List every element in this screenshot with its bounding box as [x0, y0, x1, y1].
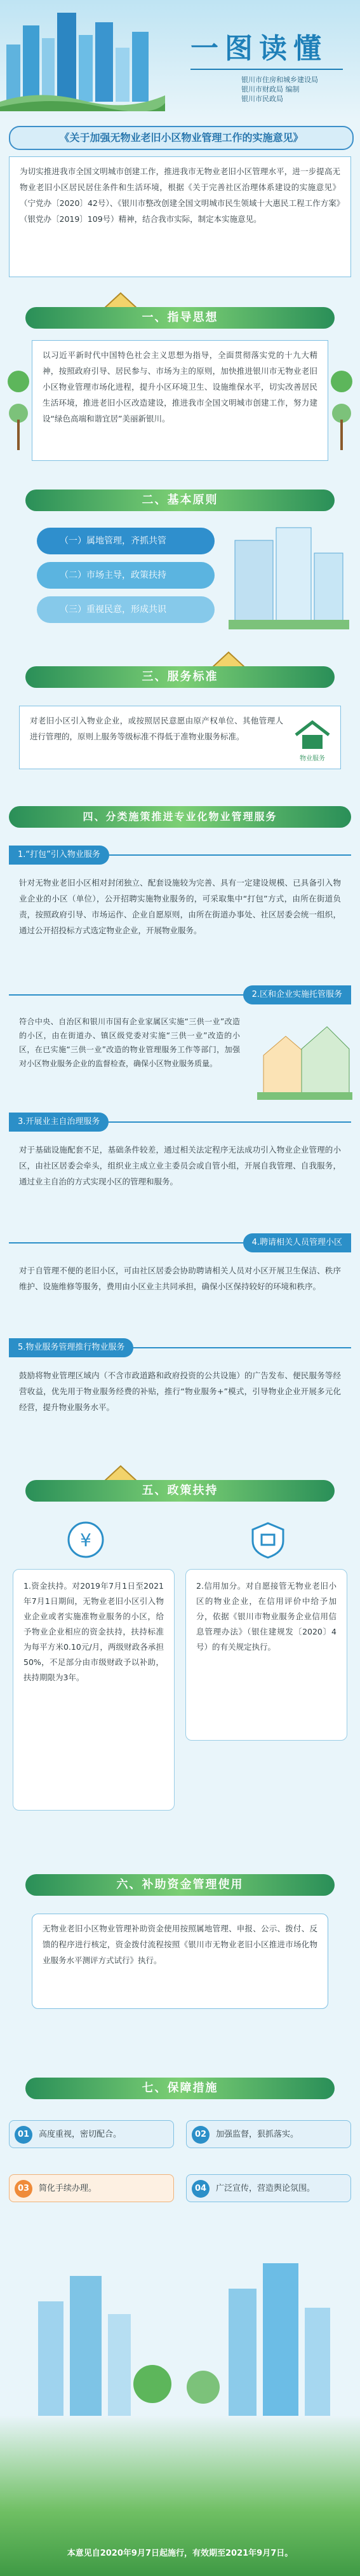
- card-text: 2.信用加分。对自愿接管无物业老旧小区的物业企业，在信用评价中给予加分，依据《银川市物业服务企业信用信息管理办法》（银住建规发〔2020〕4号）的有关规定执行。: [196, 1581, 337, 1652]
- tree-icon: [6, 356, 30, 451]
- intro-box: [9, 156, 351, 277]
- yuan-coin-icon: [67, 1521, 105, 1559]
- section-title: 五、政策扶持: [142, 1484, 218, 1497]
- measure-item: 04 广泛宣传，营造舆论氛围。: [186, 2174, 351, 2202]
- section-title: 二、基本原则: [142, 493, 218, 507]
- guiding-ideology-box: [32, 340, 328, 461]
- measure-item: 01 高度重视，密切配合。: [9, 2120, 174, 2148]
- principle-item: （三）重视民意，形成共识: [37, 596, 215, 623]
- measure-item: 02 加强监督，狠抓落实。: [186, 2120, 351, 2148]
- section-title: 四、分类施策推进专业化物业管理服务: [83, 811, 277, 823]
- header: [0, 0, 360, 121]
- policy-paragraph: 针对无物业老旧小区相对封闭独立、配套设施较为完善、具有一定建设规模、已具备引入物业企业的小区（单位），公开招聘实施物业服务的，可采取集中“打包”方式，由所在街道负责，按照政府引导、市场运作、企业自愿原则，由所在街道办事处、社区居委会统一组织，通过公开招投标方式选定物业企业，开展物业服务。: [19, 878, 341, 935]
- subsection-tag-row: [9, 985, 351, 1004]
- property-service-logo: [292, 718, 333, 762]
- section-title: 七、保障措施: [142, 2081, 218, 2095]
- page-title: 一图读懂: [190, 32, 328, 65]
- section-banner-2: [0, 472, 360, 516]
- publisher-block: [241, 75, 318, 104]
- section-banner-1: [0, 289, 360, 334]
- fund-usage-box: [32, 1914, 328, 2009]
- policy-paragraph: 对于基础设施配套不足，基础条件较差，通过相关法定程序无法成功引入物业企业管理的小区，由社区居委会牵头，组织业主成立业主委员会或自管小组，开展自我管理、自我服务，通过业主自治的方式实现小区的管理和服务。: [19, 1145, 341, 1186]
- policy-paragraph: 符合中央、自治区和银川市国有企业家属区实施“三供一业”改造的小区，由在街道办、镇区级党委对实施“三供一业”改造的小区，在已实施“三供一业”改造的物业管理服务工作等部门，加强对小区物业服务企业的监督检查，确保小区物业服务质量。: [19, 1017, 240, 1068]
- section-text: 无物业老旧小区物业管理补助资金使用按照属地管理、申报、公示、拨付、反馈的程序进行核定，资金拨付流程按照《银川市无物业老旧小区推进市场化物业服务水平测评方式试行》执行。: [43, 1924, 317, 1965]
- section-banner-7: [0, 2060, 360, 2104]
- logo-caption: 物业服务: [300, 755, 325, 762]
- section-title: 一、指导思想: [142, 311, 218, 324]
- card-text: 1.资金扶持。对2019年7月1日至2021年7月1日期间，无物业老旧小区引入物业企业或者实施准物业服务的小区，给予物业企业相应的资金扶持，扶持标准为每平方米0.10元/月，两级财政各承担50%，不足部分由市级财政予以补助，扶持期限为3年。: [23, 1581, 164, 1682]
- principle-item: （一）属地管理，齐抓共管: [37, 528, 215, 554]
- green-city-illustration: [0, 2225, 360, 2416]
- title-divider: [190, 69, 343, 70]
- section-text: 对老旧小区引入物业企业，或按照居民意愿由原产权单位、其他管理人进行管理的，原则上服务等级标准不得低于准物业服务标准。: [30, 716, 283, 741]
- section-banner-4: [0, 788, 360, 833]
- subsection-tag-row: [9, 1233, 351, 1252]
- property-logo-icon: [292, 718, 333, 750]
- policy-paragraph: 鼓励将物业管理区域内（不含市政道路和政府投资的公共设施）的广告发布、便民服务等经营收益，优先用于物业服务经费的补贴，推行“物业服务+”模式，引导物业企业开展多元化经营，提升物业服务水平。: [19, 1371, 341, 1412]
- publisher-line: 银川市住房和城乡建设局: [241, 76, 318, 84]
- measure-item: 03 简化手续办理。: [9, 2174, 174, 2202]
- svg-text:¥: ¥: [80, 1530, 91, 1551]
- section-banner-5: [0, 1462, 360, 1507]
- publisher-line: 银川市财政局 编制: [241, 85, 300, 93]
- tree-icon: [330, 356, 354, 451]
- section-banner-6: [0, 1856, 360, 1901]
- subsection-tag-row: [9, 846, 351, 865]
- policy-paragraph: 对于自管理不便的老旧小区，可由社区居委会协助聘请相关人员对小区开展卫生保洁、秩序维护、设施维修等服务，费用由小区业主共同承担，确保小区保持较好的环境和秩序。: [19, 1266, 341, 1291]
- subsection-tag-row: [9, 1113, 351, 1132]
- document-title: 《关于加强无物业老旧小区物业管理工作的实施意见》: [9, 126, 354, 150]
- section-banner-3: [0, 648, 360, 693]
- footer: [0, 2416, 360, 2576]
- neighborhood-houses-illustration: [257, 1011, 352, 1100]
- section-title: 三、服务标准: [142, 670, 218, 683]
- subsection-tag: 3.开展业主自治理服务: [9, 1113, 109, 1132]
- residential-building-illustration: [229, 521, 349, 629]
- section-title: 六、补助资金管理使用: [116, 1878, 244, 1891]
- principle-item: （二）市场主导，政策扶持: [37, 562, 215, 589]
- subsection-tag-row: [9, 1338, 351, 1357]
- credit-bonus-card: [185, 1569, 347, 1741]
- publisher-line: 银川市民政局: [241, 95, 283, 103]
- subsection-tag: 5.物业服务管理推行物业服务: [9, 1338, 133, 1357]
- subsection-tag: 2.区和企业实施托管服务: [243, 985, 351, 1004]
- credit-shield-icon: [249, 1521, 287, 1559]
- intro-text: 为切实推进我市全国文明城市创建工作，推进我市无物业老旧小区管理水平，进一步提高无物业老旧小区居民居住条件和生活环境，根据《关于完善社区治理体系建设的实施意见》（宁党办〔2020〕42号）、《银川市整改创建全国文明城市民生领域十大惠民工程工作方案》（银党办〔2019〕109号）精神，结合我市实际，制定本实施意见。: [20, 167, 340, 224]
- subsection-tag: 1.“打包”引入物业服务: [9, 846, 109, 865]
- subsection-tag: 4.聘请相关人员管理小区: [243, 1233, 351, 1252]
- funding-support-card: [13, 1569, 175, 1811]
- effective-date-note: 本意见自2020年9月7日起施行，有效期至2021年9月7日。: [67, 2549, 293, 2558]
- section-text: 以习近平新时代中国特色社会主义思想为指导，全面贯彻落实党的十九大精神，按照政府引导、居民参与、市场为主的原则，加快推进银川市无物业老旧小区物业管理市场化进程，提升小区环境卫生、设施维保水平，切实改善居民生活环境，推进老旧小区改造建设，推进我市全国文明城市创建工作，努力建设“绿色高端和谐宜居”美丽新银川。: [43, 350, 317, 423]
- city-skyline-illustration: [0, 0, 165, 111]
